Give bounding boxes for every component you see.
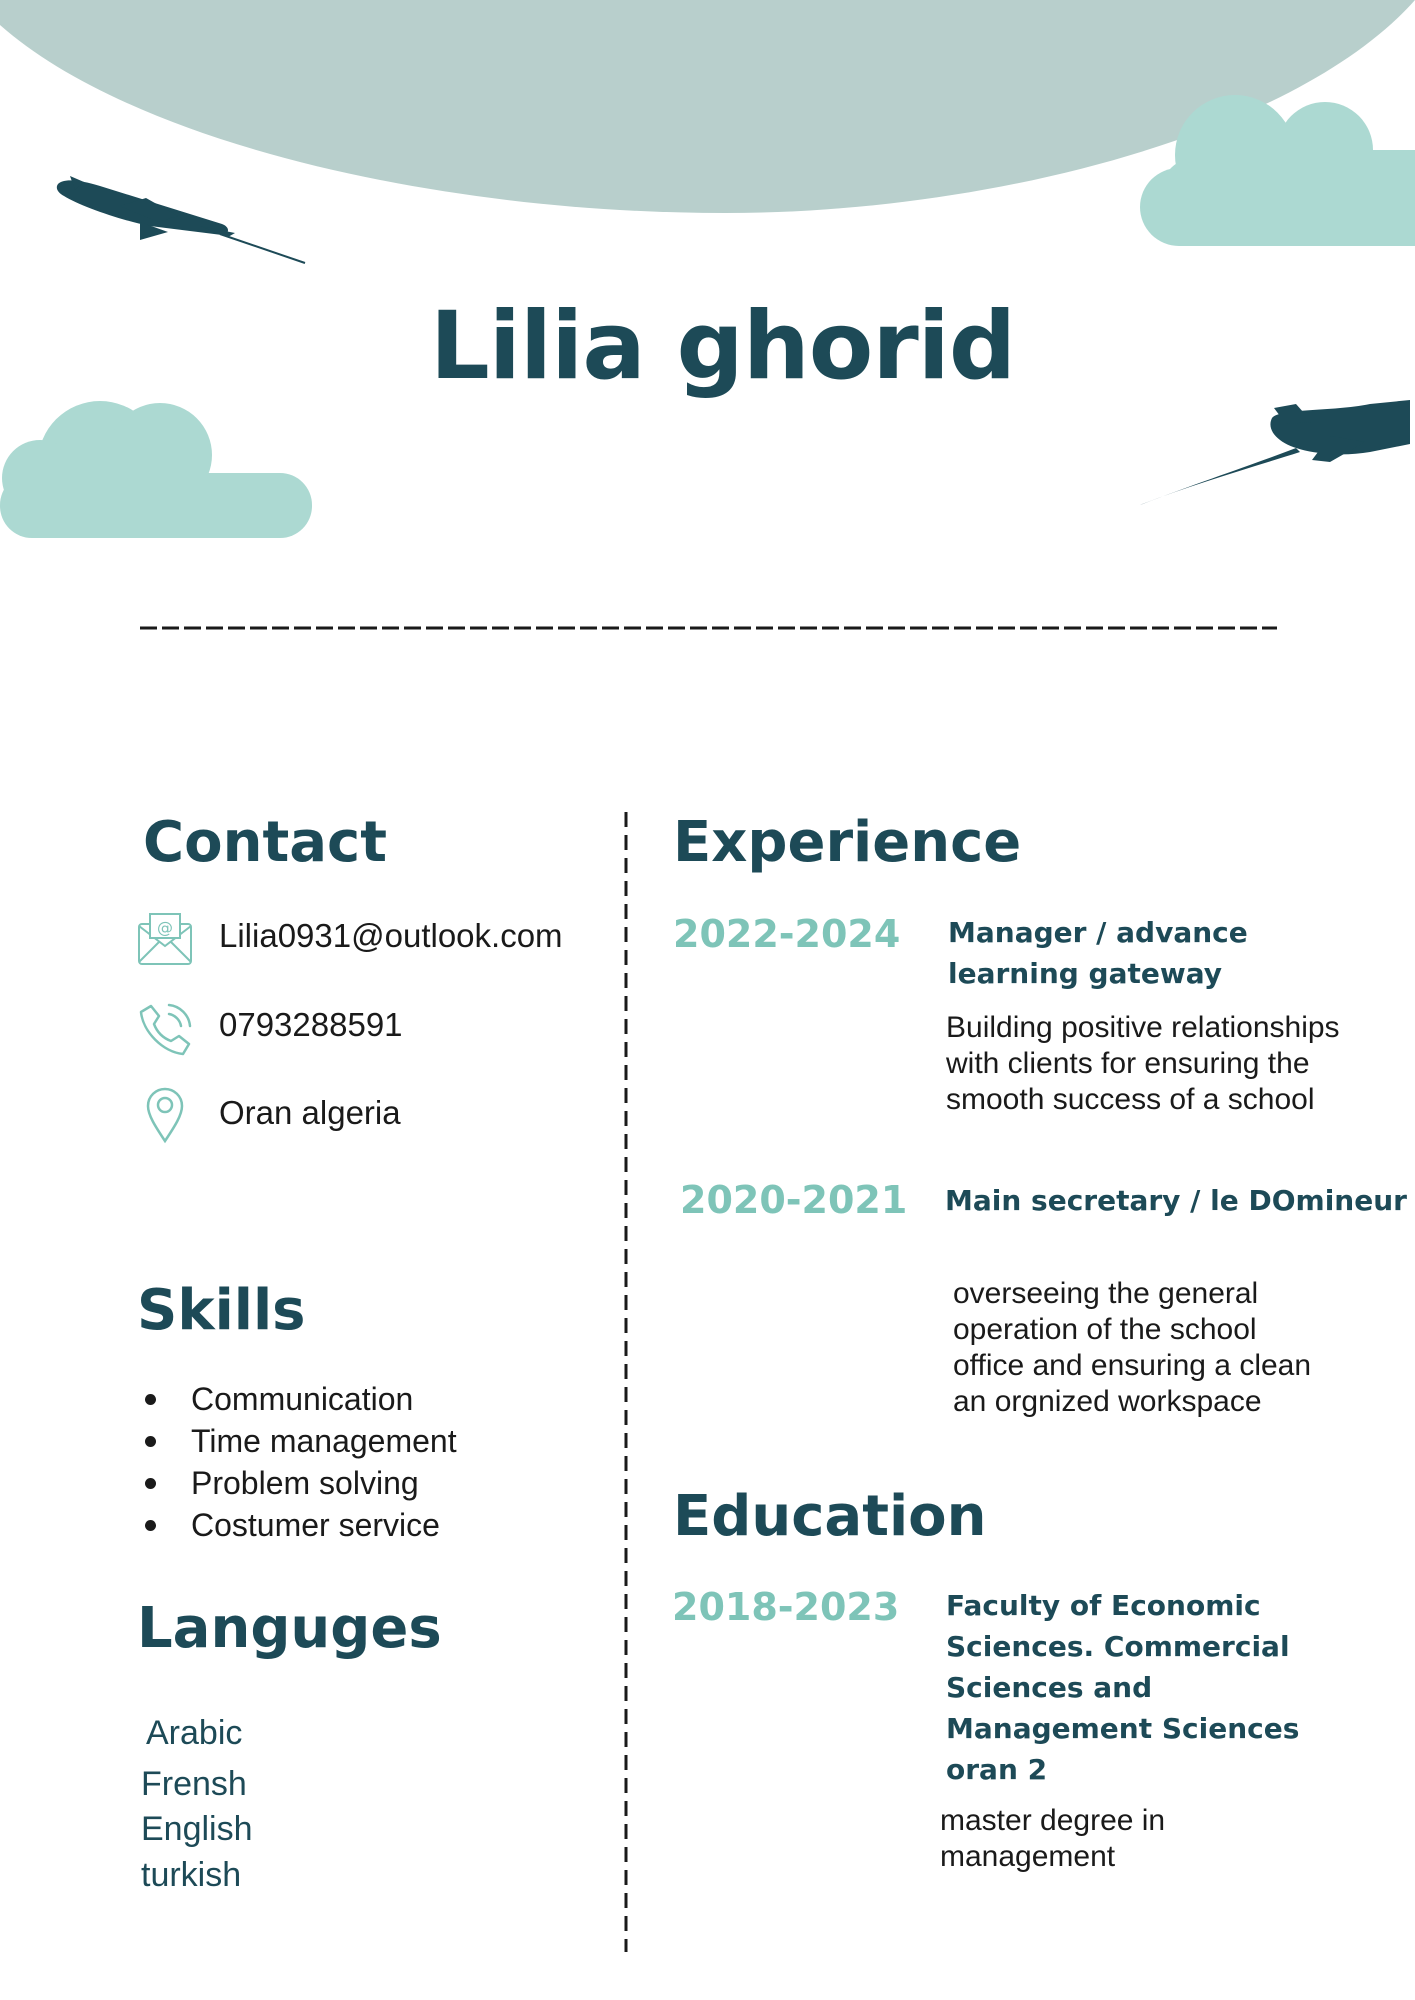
contact-heading: Contact bbox=[143, 810, 387, 875]
email-icon bbox=[137, 912, 193, 968]
education-heading: Education bbox=[673, 1484, 987, 1549]
airplane-icon-left bbox=[57, 176, 305, 263]
education-description: master degree in management bbox=[940, 1804, 1166, 1873]
cloud-left bbox=[0, 401, 312, 538]
experience-description: overseeing the general operation of the school office and ensuring a clean an orgnized workspace bbox=[953, 1277, 1312, 1418]
experience-role: Manager / advance learning gateway bbox=[948, 916, 1248, 990]
experience-role: Main secretary / le DOmineur bbox=[945, 1184, 1407, 1217]
language-item: turkish bbox=[141, 1856, 242, 1894]
svg-text:@: @ bbox=[157, 918, 173, 937]
phone-icon bbox=[137, 1002, 193, 1058]
skill-item: Communication bbox=[145, 1378, 457, 1420]
location-text: Oran algeria bbox=[219, 1094, 401, 1131]
experience-heading: Experience bbox=[673, 810, 1022, 875]
language-item: English bbox=[141, 1810, 253, 1848]
candidate-name: Lilia ghorid bbox=[429, 292, 1016, 401]
experience-years: 2022-2024 bbox=[673, 912, 901, 956]
skills-list bbox=[145, 1378, 457, 1546]
languages-heading: Languges bbox=[137, 1596, 442, 1661]
language-item: Frensh bbox=[141, 1765, 247, 1803]
skills-heading: Skills bbox=[137, 1278, 306, 1343]
airplane-icon-right bbox=[1140, 400, 1410, 505]
skill-item: Costumer service bbox=[145, 1504, 457, 1546]
skill-item: Time management bbox=[145, 1420, 457, 1462]
phone-text: 0793288591 bbox=[219, 1006, 403, 1043]
education-institution: Faculty of Economic Sciences. Commercial Sciences and Management Sciences oran 2 bbox=[946, 1589, 1300, 1786]
language-item: Arabic bbox=[146, 1714, 243, 1752]
experience-years: 2020-2021 bbox=[680, 1178, 908, 1222]
experience-description: Building positive relationships with clients for ensuring the smooth success of a school bbox=[946, 1011, 1340, 1116]
email-text: Lilia0931@outlook.com bbox=[219, 917, 563, 954]
education-years: 2018-2023 bbox=[672, 1585, 900, 1629]
skill-item: Problem solving bbox=[145, 1462, 457, 1504]
location-pin-icon bbox=[145, 1086, 185, 1144]
